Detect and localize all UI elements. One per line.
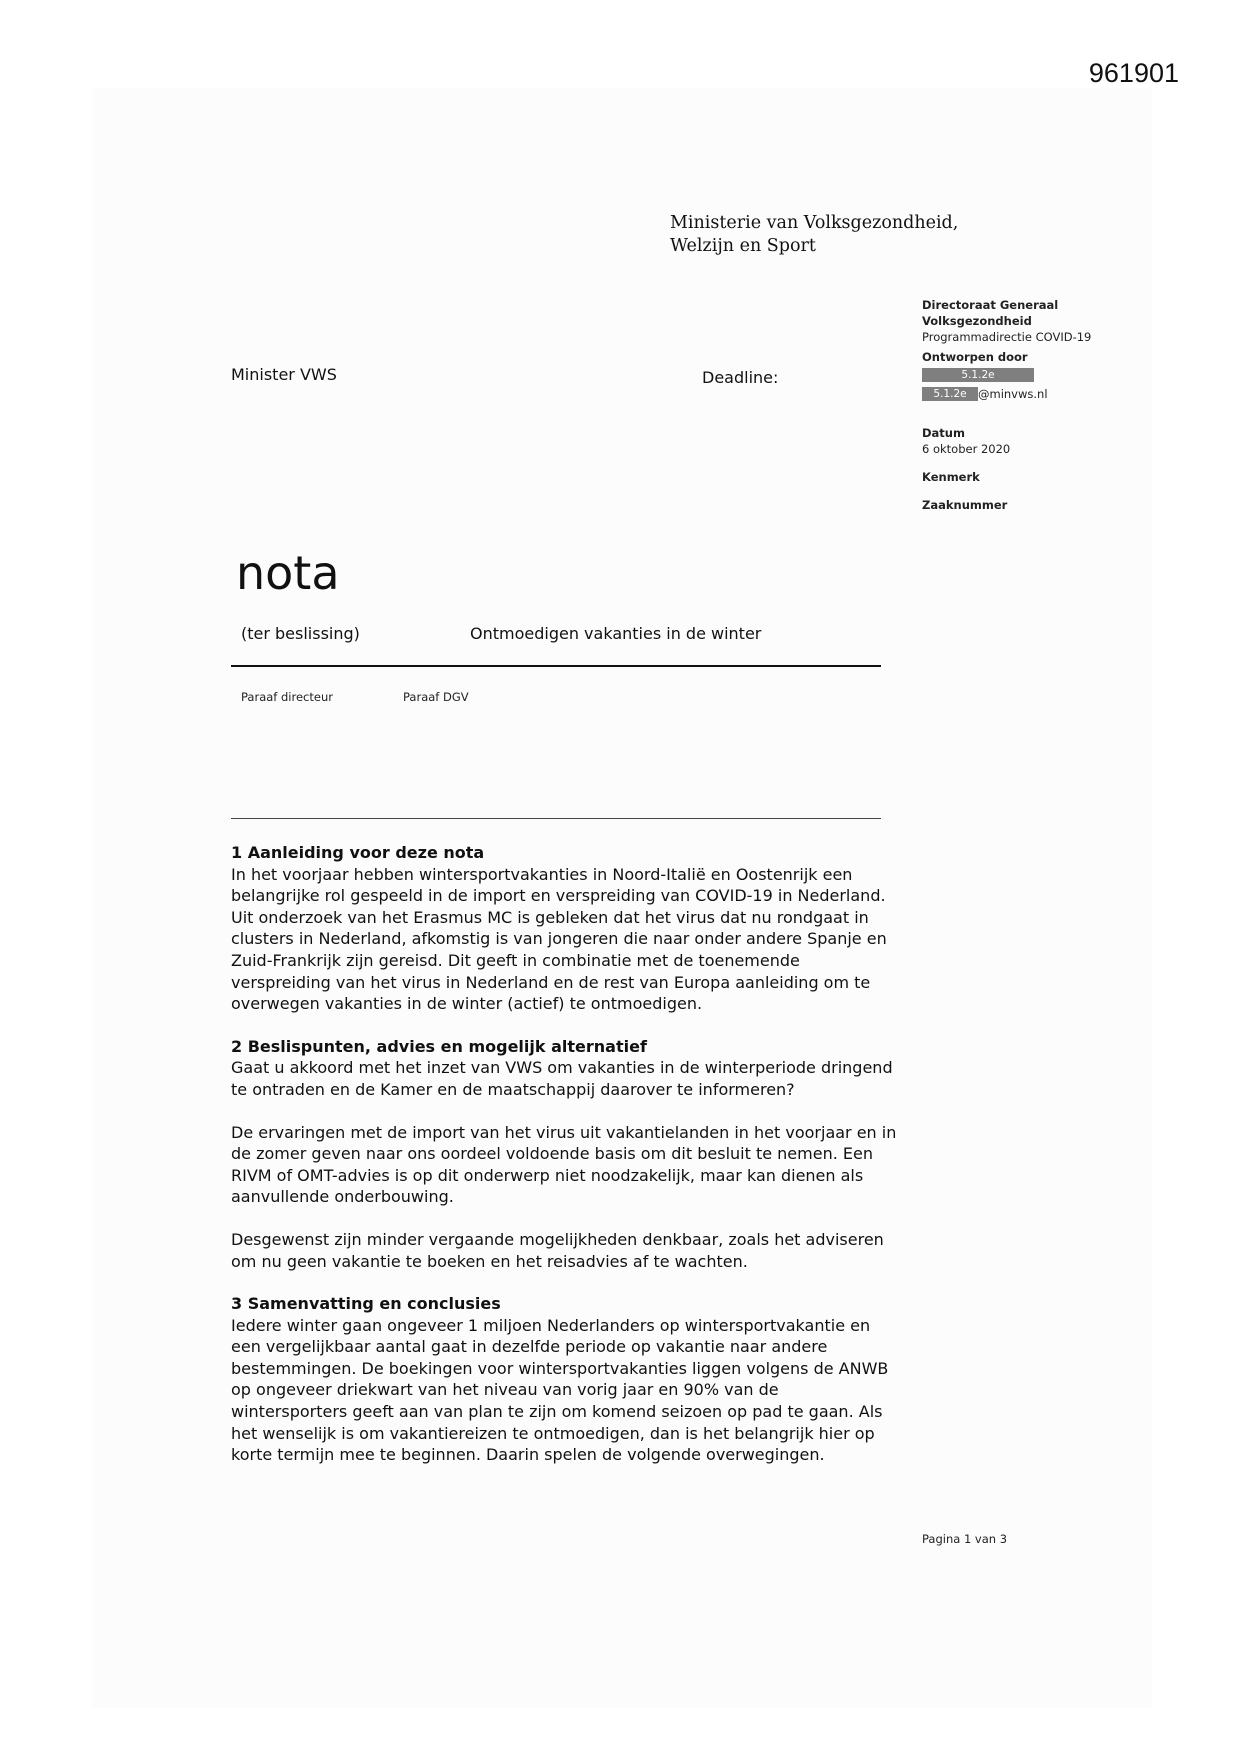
text-line: De ervaringen met de import van het virus uit vakantielanden in het voorjaar en in [231,1122,897,1142]
section-heading: 3 Samenvatting en conclusies [231,1294,501,1314]
paragraph [231,1057,931,1100]
date-label: Datum [922,425,965,440]
text-line: Iedere winter gaan ongeveer 1 miljoen Nederlanders op wintersportvakantie en [231,1315,871,1335]
document-sidebar [922,297,1122,513]
text-line: clusters in Nederland, afkomstig is van jongeren die naar onder andere Spanje en [231,929,887,949]
text-line: aanvullende onderbouwing. [231,1187,454,1207]
paraaf-dgv: Paraaf DGV [403,690,469,704]
ministry-name-line1: Ministerie van Volksgezondheid, [670,213,959,233]
text-line: de zomer geven naar ons oordeel voldoende basis om dit besluit te nemen. Een [231,1144,873,1164]
document-number: 961901 [1088,58,1179,88]
paraaf-divider [231,818,881,819]
document-type: nota [236,546,340,600]
redacted-name: 5.1.2e [922,368,1034,382]
text-line: een vergelijkbaar aantal gaat in dezelfde periode op vakantie naar andere [231,1337,828,1357]
section-heading: 2 Beslispunten, advies en mogelijk alternatief [231,1036,647,1056]
text-line: te ontraden en de Kamer en de maatschappij daarover te informeren? [231,1079,795,1099]
email-domain: @minvws.nl [978,386,1048,401]
document-status: (ter beslissing) [241,624,360,643]
ministry-name-line2: Welzijn en Sport [670,236,816,256]
text-line: korte termijn mee te beginnen. Daarin spelen de volgende overwegingen. [231,1445,825,1465]
text-line: verspreiding van het virus in Nederland en de rest van Europa aanleiding om te [231,972,871,992]
addressee: Minister VWS [231,365,337,384]
text-line: Zuid-Frankrijk zijn gereisd. Dit geeft in combinatie met de toenemende [231,950,800,970]
header-divider [231,665,881,667]
text-line: op ongeveer driekwart van het niveau van vorig jaar en 90% van de [231,1380,779,1400]
zaaknummer-label: Zaaknummer [922,497,1008,512]
designed-by-label: Ontworpen door [922,350,1028,364]
paraaf-director: Paraaf directeur [241,690,333,704]
department-line2: Volksgezondheid [922,314,1032,328]
paragraph [231,864,931,1015]
text-line: belangrijke rol gespeeld in de import en verspreiding van COVID-19 in Nederland. [231,886,886,906]
deadline-label: Deadline: [702,368,779,387]
document-subject: Ontmoedigen vakanties in de winter [470,624,762,643]
department-line1: Directoraat Generaal [922,298,1059,312]
section-heading: 1 Aanleiding voor deze nota [231,843,485,862]
text-line: Gaat u akkoord met het inzet van VWS om vakanties in de winterperiode dringend [231,1058,893,1078]
text-line: RIVM of OMT-advies is op dit onderwerp niet noodzakelijk, maar kan dienen als [231,1165,864,1185]
kenmerk-label: Kenmerk [922,469,980,484]
document-body [231,842,931,1487]
text-line: overwegen vakanties in de winter (actief) te ontmoedigen. [231,994,703,1014]
redacted-email-user: 5.1.2e [922,387,978,401]
paragraph [231,1229,931,1272]
text-line: het wenselijk is om vakantiereizen te ontmoedigen, dan is het belangrijk hier op [231,1423,875,1443]
page-footer: Pagina 1 van 3 [922,1532,1008,1546]
text-line: Uit onderzoek van het Erasmus MC is gebleken dat het virus dat nu rondgaat in [231,907,869,927]
department-line3: Programmadirectie COVID-19 [922,330,1092,344]
text-line: om nu geen vakantie te boeken en het reisadvies af te wachten. [231,1251,748,1271]
text-line: Desgewenst zijn minder vergaande mogelijkheden denkbaar, zoals het adviseren [231,1229,884,1249]
text-line: In het voorjaar hebben wintersportvakanties in Noord-Italië en Oostenrijk een [231,864,853,884]
text-line: bestemmingen. De boekingen voor wintersportvakanties liggen volgens de ANWB [231,1358,889,1378]
paragraph [231,1315,931,1466]
ministry-logo-text [670,212,990,258]
date-value: 6 oktober 2020 [922,441,1011,456]
text-line: wintersporters geeft aan van plan te zijn om komend seizoen op pad te gaan. Als [231,1402,883,1422]
paragraph [231,1122,931,1208]
